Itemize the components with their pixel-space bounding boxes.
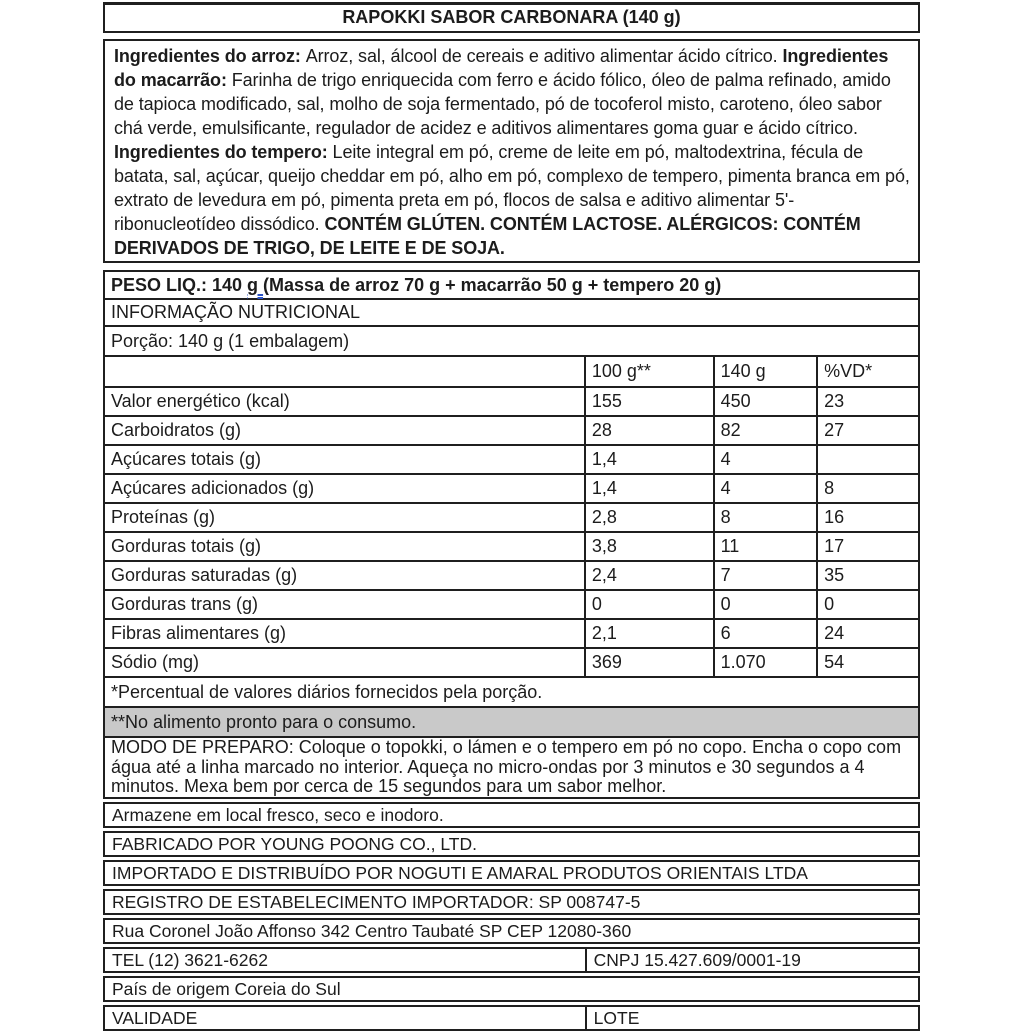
nutrition-table-top: [104, 271, 919, 387]
value-100g: 2,1: [585, 619, 714, 648]
nutrition-row: [104, 387, 919, 416]
validade-cell: VALIDADE: [112, 1007, 198, 1028]
ingredients-segment: CONTÉM GLÚTEN. CONTÉM LACTOSE. ALÉRGICOS: CONTÉM DERIVADOS DE TRIGO, DE LEITE E DE SOJA.: [114, 214, 861, 258]
value-vd: 54: [817, 648, 919, 677]
value-100g: 28: [585, 416, 714, 445]
nutrition-row: [104, 503, 919, 532]
net-weight-grammar-underline: g: [247, 274, 264, 295]
nutrient-label: Sódio (mg): [104, 648, 585, 677]
address-row: Rua Coronel João Affonso 342 Centro Taubaté SP CEP 12080-360: [103, 918, 920, 944]
value-vd: 16: [817, 503, 919, 532]
ingredients-segment: Ingredientes do tempero:: [114, 142, 333, 162]
value-140g: 11: [714, 532, 818, 561]
value-140g: 6: [714, 619, 818, 648]
nutrient-label: Gorduras saturadas (g): [104, 561, 585, 590]
contact-row: [103, 947, 920, 973]
ingredients-segment: Farinha de trigo enriquecida com ferro e ácido fólico, óleo de palma refinado, amido de tapioca modificado, sal, molho de soja fermentado, pó de tocoferol misto, caroteno, óleo sabor chá verde, emulsificante, regulador de acidez e aditivos alimentares goma guar e ácido cítrico.: [114, 70, 891, 138]
footnote-prepared-food: **No alimento pronto para o consumo.: [104, 707, 919, 737]
column-header-100g: 100 g**: [585, 356, 714, 387]
nutrient-label: Açúcares totais (g): [104, 445, 585, 474]
nutrient-label: Gorduras trans (g): [104, 590, 585, 619]
value-100g: 2,4: [585, 561, 714, 590]
net-weight-row: [104, 271, 919, 299]
value-100g: 1,4: [585, 474, 714, 503]
nutrition-row: [104, 590, 919, 619]
value-140g: 450: [714, 387, 818, 416]
value-vd: 8: [817, 474, 919, 503]
nutrition-section-title-row: [104, 299, 919, 326]
value-vd: 27: [817, 416, 919, 445]
nutrition-row: [104, 532, 919, 561]
value-100g: 1,4: [585, 445, 714, 474]
nutrition-row: [104, 416, 919, 445]
nutrition-row: [104, 474, 919, 503]
value-140g: 1.070: [714, 648, 818, 677]
value-vd: 23: [817, 387, 919, 416]
storage-row: Armazene em local fresco, seco e inodoro.: [103, 802, 920, 828]
ingredients-segment: Leite integral em pó, creme de leite em pó, maltodextrina, fécula de batata, sal, açúcar, queijo cheddar em pó, alho em pó, complexo de tempero, pimenta branca em pó, extrato de levedura em pó, pimenta preta em pó, flocos de salsa e aditivo alimentar 5'-ribonucleotídeo dissódico.: [114, 142, 910, 234]
value-100g: 369: [585, 648, 714, 677]
portion-row: [104, 326, 919, 356]
nutrition-row: [104, 445, 919, 474]
nutrition-row: [104, 561, 919, 590]
nutrient-label: Açúcares adicionados (g): [104, 474, 585, 503]
footnote-daily-values: *Percentual de valores diários fornecidos pela porção.: [104, 677, 919, 707]
value-100g: 2,8: [585, 503, 714, 532]
value-vd: 35: [817, 561, 919, 590]
value-140g: 0: [714, 590, 818, 619]
origin-row: País de origem Coreia do Sul: [103, 976, 920, 1002]
cnpj-cell: CNPJ 15.427.609/0001-19: [585, 949, 918, 971]
footnote-prepared-row: [104, 707, 919, 737]
nutrition-header-row: [104, 356, 919, 387]
manufacturer-row: FABRICADO POR YOUNG POONG CO., LTD.: [103, 831, 920, 857]
value-140g: 4: [714, 474, 818, 503]
nutrient-label: Fibras alimentares (g): [104, 619, 585, 648]
nutrition-label: [103, 2, 920, 1031]
nutrition-table-bottom: [104, 677, 919, 798]
ingredients-segment: Arroz, sal, álcool de cereais e aditivo alimentar ácido cítrico.: [305, 46, 783, 66]
nutrition-row: [104, 619, 919, 648]
empty-header-cell: [104, 356, 585, 387]
column-header-140g: 140 g: [714, 356, 818, 387]
value-100g: 155: [585, 387, 714, 416]
preparation-row: [104, 737, 919, 798]
ingredients-paragraph: [114, 46, 910, 258]
footnote-daily-row: [104, 677, 919, 707]
page-title: RAPOKKI SABOR CARBONARA (140 g): [103, 2, 920, 33]
value-vd: 17: [817, 532, 919, 561]
importer-row: IMPORTADO E DISTRIBUÍDO POR NOGUTI E AMARAL PRODUTOS ORIENTAIS LTDA: [103, 860, 920, 886]
nutrient-label: Gorduras totais (g): [104, 532, 585, 561]
nutrient-label: Carboidratos (g): [104, 416, 585, 445]
portion-text: Porção: 140 g (1 embalagem): [104, 326, 919, 356]
net-weight-prefix: PESO LIQ.: 140: [111, 274, 248, 295]
ingredients-segment: Ingredientes do macarrão:: [114, 46, 889, 90]
value-100g: 0: [585, 590, 714, 619]
ingredients-segment: Ingredientes do arroz:: [114, 46, 306, 66]
nutrition-table: [103, 270, 920, 799]
phone-cell: TEL (12) 3621-6262: [112, 949, 268, 970]
preparation-instructions: MODO DE PREPARO: Coloque o topokki, o lámen e o tempero em pó no copo. Encha o copo com água até a linha marcado no interior. Aqueça no micro-ondas por 3 minutos e 30 segundos a 4 minutos. Mexa bem por cerca de 15 segundos para um sabor melhor.: [104, 737, 919, 798]
value-vd: 24: [817, 619, 919, 648]
column-header-vd: %VD*: [817, 356, 919, 387]
value-140g: 82: [714, 416, 818, 445]
nutrition-section-title: INFORMAÇÃO NUTRICIONAL: [104, 299, 919, 326]
registration-row: REGISTRO DE ESTABELECIMENTO IMPORTADOR: SP 008747-5: [103, 889, 920, 915]
ingredients-box: [103, 39, 920, 263]
lote-cell: LOTE: [585, 1007, 918, 1029]
nutrition-row: [104, 648, 919, 677]
value-140g: 8: [714, 503, 818, 532]
value-100g: 3,8: [585, 532, 714, 561]
nutrition-rows: [104, 387, 919, 677]
nutrient-label: Valor energético (kcal): [104, 387, 585, 416]
net-weight-text: [104, 271, 919, 299]
value-vd: 0: [817, 590, 919, 619]
value-140g: 7: [714, 561, 818, 590]
value-vd: [817, 445, 919, 474]
value-140g: 4: [714, 445, 818, 474]
net-weight-suffix: (Massa de arroz 70 g + macarrão 50 g + tempero 20 g): [263, 274, 722, 295]
validade-lote-row: [103, 1005, 920, 1031]
nutrient-label: Proteínas (g): [104, 503, 585, 532]
